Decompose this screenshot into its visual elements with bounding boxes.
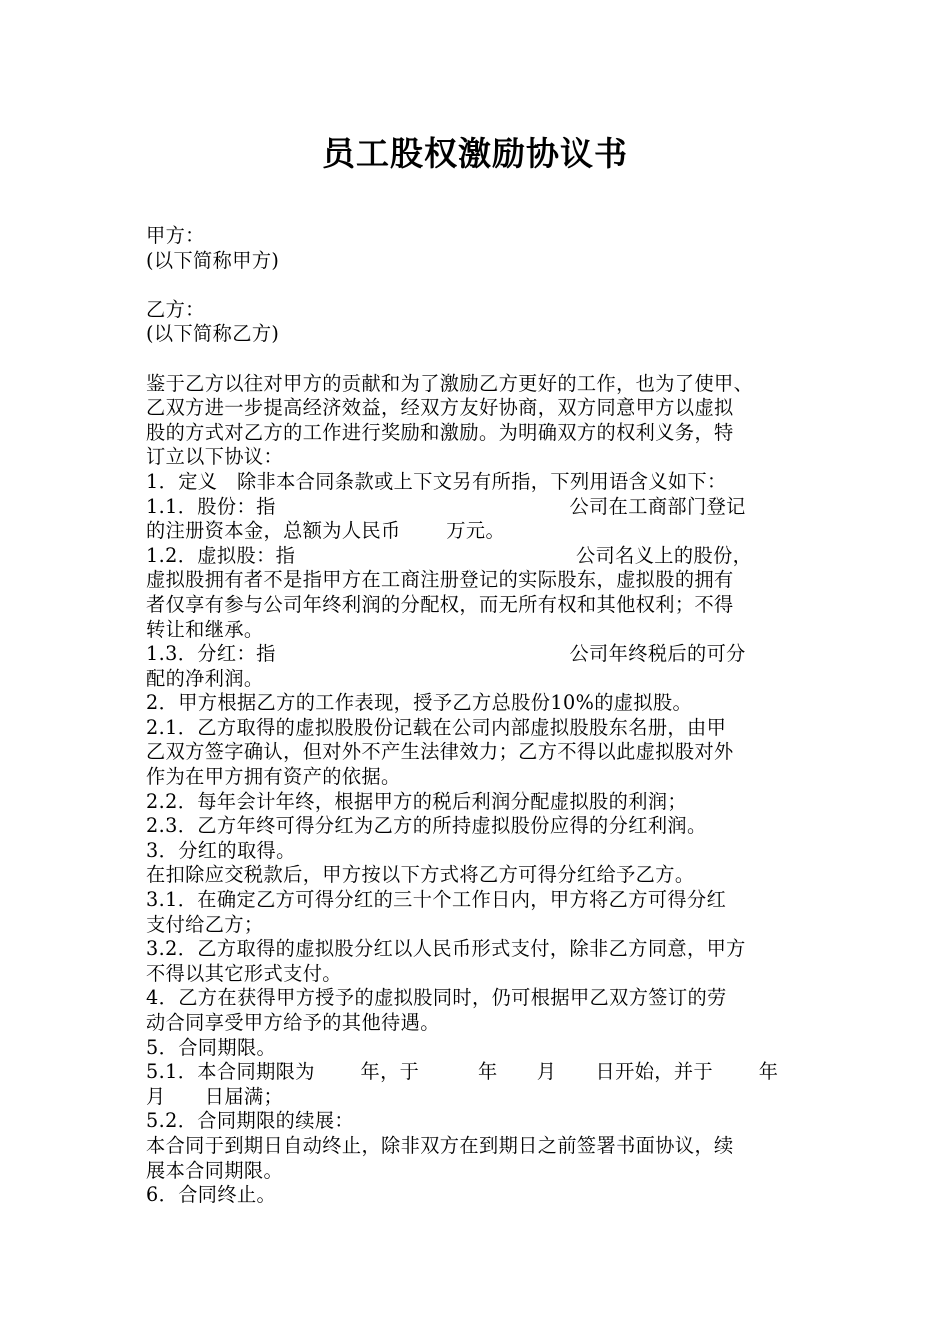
text-line: 2.2．每年会计年终，根据甲方的税后利润分配虚拟股的利润；: [146, 789, 687, 813]
party-a-note: (以下简称甲方): [146, 248, 280, 272]
text-line: 月 日届满；: [146, 1084, 284, 1108]
text-line: 4．乙方在获得甲方授予的虚拟股同时，仍可根据甲乙双方签订的劳: [146, 986, 727, 1010]
text-line: 6．合同终止。: [146, 1183, 277, 1207]
text-line: 虚拟股拥有者不是指甲方在工商注册登记的实际股东，虚拟股的拥有: [146, 568, 734, 592]
text-line: 作为在甲方拥有资产的依据。: [146, 765, 401, 789]
text-line: 订立以下协议：: [146, 445, 284, 469]
text-line: 3.2．乙方取得的虚拟股分红以人民币形式支付，除非乙方同意，甲方: [146, 937, 746, 961]
text-line: 5.2．合同期限的续展：: [146, 1109, 355, 1133]
text-line: 1.2．虚拟股：指 公司名义上的股份，: [146, 543, 753, 567]
text-line: 3.1．在确定乙方可得分红的三十个工作日内，甲方将乙方可得分红: [146, 888, 727, 912]
text-line: 者仅享有参与公司年终利润的分配权，而无所有权和其他权利；不得: [146, 592, 734, 616]
document-title: 员工股权激励协议书: [322, 134, 628, 173]
party-b-note: (以下简称乙方): [146, 322, 280, 346]
text-line: 鉴于乙方以往对甲方的贡献和为了激励乙方更好的工作，也为了使甲、: [146, 371, 754, 395]
text-line: 1.3．分红：指 公司年终税后的可分: [146, 642, 746, 666]
text-line: 本合同于到期日自动终止，除非双方在到期日之前签署书面协议，续: [146, 1133, 734, 1157]
text-line: 展本合同期限。: [146, 1158, 284, 1182]
text-line: 支付给乙方；: [146, 912, 264, 936]
text-line: 3．分红的取得。: [146, 838, 296, 862]
text-line: 乙双方进一步提高经济效益，经双方友好协商，双方同意甲方以虚拟: [146, 396, 734, 420]
spacer: [146, 347, 808, 372]
text-line: 乙双方签字确认，但对外不产生法律效力；乙方不得以此虚拟股对外: [146, 740, 734, 764]
text-line: 在扣除应交税款后，甲方按以下方式将乙方可得分红给予乙方。: [146, 863, 695, 887]
text-line: 2.1．乙方取得的虚拟股股份记载在公司内部虚拟股股东名册，由甲: [146, 715, 727, 739]
text-line: 配的净利润。: [146, 666, 264, 690]
text-line: 5.1．本合同期限为 年，于 年 月 日开始，并于 年: [146, 1060, 779, 1084]
text-line: 股的方式对乙方的工作进行奖励和激励。为明确双方的权利义务，特: [146, 420, 734, 444]
text-line: 2.3．乙方年终可得分红为乙方的所持虚拟股份应得的分红利润。: [146, 814, 707, 838]
text-line: 5．合同期限。: [146, 1035, 277, 1059]
party-a-label: 甲方：: [146, 224, 205, 247]
text-line: 转让和继承。: [146, 617, 264, 641]
text-line: 不得以其它形式支付。: [146, 961, 342, 985]
party-b-label: 乙方：: [146, 297, 205, 321]
spacer: [146, 273, 808, 298]
text-line: 动合同享受甲方给予的其他待遇。: [146, 1011, 440, 1034]
document-body: [146, 224, 808, 1208]
text-line: 的注册资本金，总额为人民币 万元。: [146, 519, 506, 543]
text-line: 2．甲方根据乙方的工作表现，授予乙方总股份10%的虚拟股。: [146, 691, 693, 715]
text-line: 1.1．股份：指 公司在工商部门登记: [146, 494, 746, 518]
text-line: 1．定义 除非本合同条款或上下文另有所指，下列用语含义如下：: [146, 469, 727, 493]
